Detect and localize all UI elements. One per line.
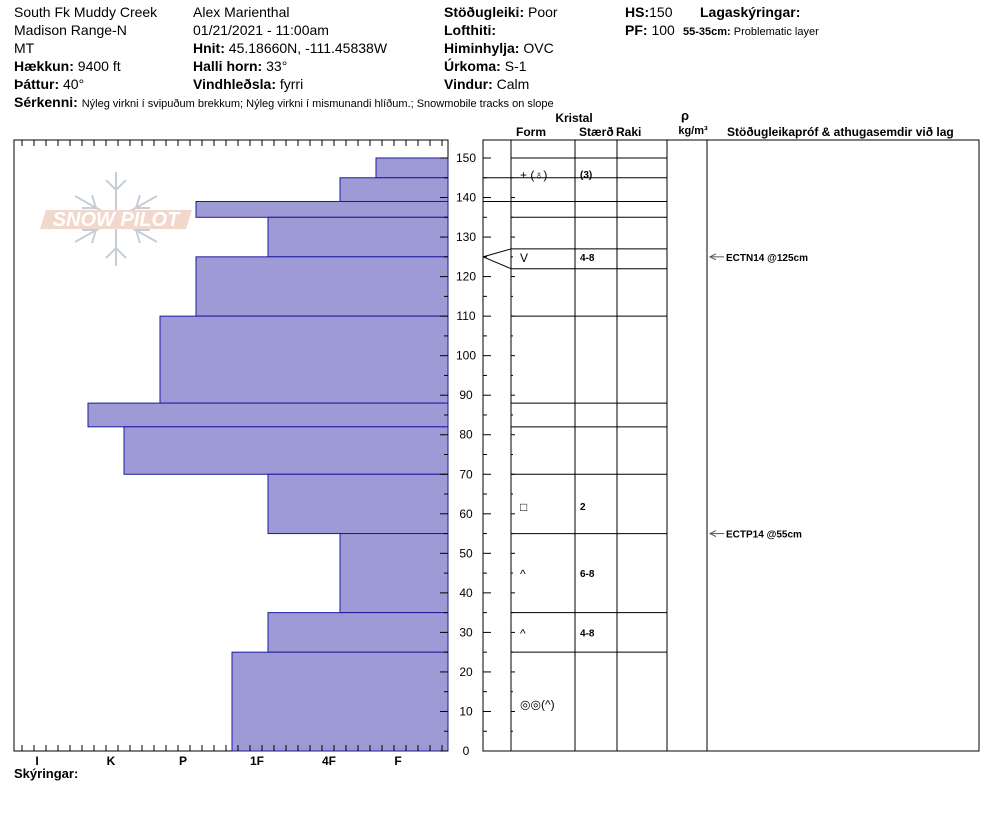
hardness-bar — [268, 217, 448, 257]
depth-tick-label: 100 — [455, 348, 477, 363]
depth-tick-label: 120 — [455, 269, 477, 284]
wind-loading: Vindhleðsla: fyrri — [193, 76, 304, 92]
features: Sérkenni: Nýleg virkni í svipuðum brekkum; Nýleg virkni í mismunandi hlíðum.; Snowmobile tracks on slope — [14, 94, 554, 110]
crystal-size: 2 — [580, 501, 586, 513]
crystal-size: 6-8 — [580, 569, 595, 581]
depth-tick-label: 40 — [459, 585, 473, 600]
stability-test-label: ECTN14 @125cm — [726, 252, 809, 264]
hardness-bar — [340, 178, 448, 202]
crystal-form: ^ — [520, 567, 526, 582]
range: Madison Range-N — [14, 22, 127, 38]
depth-tick-label: 60 — [459, 506, 473, 521]
hardness-tick-label: I — [35, 754, 39, 768]
layer-notes-label: Lagaskýringar: — [700, 4, 801, 20]
wind: Vindur: Calm — [444, 76, 530, 92]
density-unit-header: kg/m³ — [678, 125, 708, 137]
elevation: Hækkun: 9400 ft — [14, 58, 121, 74]
sky-cover: Himinhylja: OVC — [444, 40, 554, 56]
hardness-bar — [376, 158, 448, 178]
depth-tick-label: 130 — [455, 230, 477, 245]
hardness-bar — [196, 257, 448, 316]
depth-tick-label: 50 — [459, 546, 473, 561]
state: MT — [14, 40, 35, 56]
hardness-bars — [88, 158, 448, 751]
stability: Stöðugleiki: Poor — [444, 4, 558, 20]
snowpilot-logo — [40, 172, 192, 266]
depth-tick-label: 140 — [455, 190, 477, 205]
crystal-header: Kristal — [555, 111, 593, 125]
aspect: Þáttur: 40° — [14, 76, 85, 92]
depth-tick-label: 20 — [459, 664, 473, 679]
crystal-size: (3) — [580, 169, 593, 181]
moisture-header: Raki — [616, 125, 642, 139]
layer-table-frame — [483, 140, 979, 751]
snow-height: HS:150 — [625, 4, 673, 20]
layer-connector — [483, 257, 511, 269]
depth-tick-label: 110 — [456, 309, 476, 324]
observer: Alex Marienthal — [193, 4, 290, 20]
crystal-form: + (♁) — [520, 167, 548, 182]
crystal-size: 4-8 — [580, 628, 595, 640]
depth-tick-label: 70 — [459, 467, 473, 482]
hardness-bar — [268, 613, 448, 653]
depth-tick-label: 30 — [459, 625, 473, 640]
crystal-form: V — [520, 250, 529, 265]
tests-header: Stöðugleikapróf & athugasemdir við lag — [727, 125, 954, 139]
depth-tick-label: 90 — [459, 388, 473, 403]
hardness-bar — [268, 474, 448, 533]
coordinates: Hnit: 45.18660N, -111.45838W — [193, 40, 388, 56]
hardness-bar — [124, 427, 448, 474]
air-temp: Lofthiti: — [444, 22, 497, 38]
hardness-bar — [160, 316, 448, 403]
depth-axis — [440, 151, 515, 758]
snowpilot-logo-text: SNOW PILOT — [52, 209, 180, 231]
crystal-form: □ — [520, 499, 528, 514]
layer-note: 55-35cm: Problematic layer — [683, 26, 819, 38]
location: South Fk Muddy Creek — [14, 4, 158, 20]
hardness-tick-label: 4F — [321, 754, 337, 768]
depth-tick-label: 150 — [455, 151, 477, 165]
depth-tick-label: 0 — [462, 744, 470, 758]
hardness-tick-label: F — [394, 754, 402, 768]
crystal-size: 4-8 — [580, 252, 595, 264]
precipitation: Úrkoma: S-1 — [444, 58, 527, 74]
notes-label: Skýringar: — [14, 766, 79, 781]
depth-tick-label: 10 — [459, 704, 473, 719]
hardness-bar — [232, 652, 448, 751]
rho-header: ρ — [680, 108, 690, 123]
hardness-tick-label: P — [178, 754, 188, 768]
form-header: Form — [516, 125, 546, 139]
depth-tick-label: 80 — [459, 427, 473, 442]
hardness-bar — [88, 403, 448, 427]
slope-angle: Halli horn: 33° — [193, 58, 288, 74]
size-header: Stærð — [579, 125, 614, 139]
crystal-form: ◎◎(^) — [520, 697, 555, 712]
stability-test-label: ECTP14 @55cm — [726, 529, 802, 541]
hardness-bar — [196, 201, 448, 217]
hardness-tick-label: 1F — [249, 754, 265, 768]
foot-penetration: PF: 100 — [625, 22, 675, 38]
datetime: 01/21/2021 - 11:00am — [193, 22, 329, 38]
hardness-tick-label: K — [106, 754, 116, 768]
layer-connector — [483, 249, 511, 257]
hardness-bar — [340, 534, 448, 613]
crystal-form: ^ — [520, 626, 526, 641]
